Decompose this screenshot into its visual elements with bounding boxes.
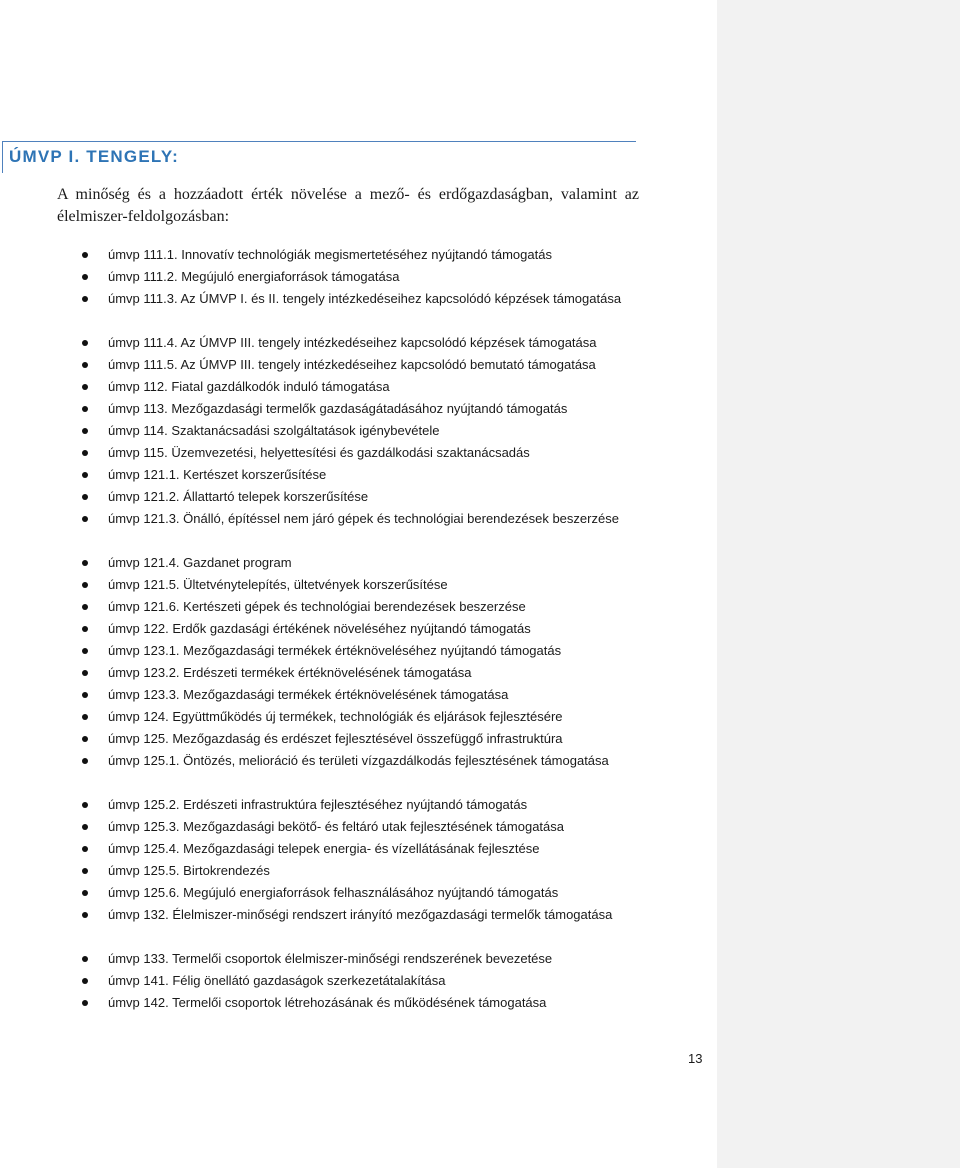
measure-label: úmvp 133. Termelői csoportok élelmiszer-minőségi rendszerének bevezetése — [108, 951, 553, 966]
measure-label: úmvp 141. Félig önellátó gazdaságok szerkezetátalakítása — [108, 973, 446, 988]
measure-label: úmvp 121.1. Kertészet korszerűsítése — [108, 467, 327, 482]
bullet-icon — [82, 296, 88, 302]
measure-label: úmvp 122. Erdők gazdasági értékének növeléséhez nyújtandó támogatás — [108, 621, 531, 636]
bullet-icon — [82, 274, 88, 280]
measure-label: úmvp 125.4. Mezőgazdasági telepek energia- és vízellátásának fejlesztése — [108, 841, 540, 856]
bullet-icon — [82, 978, 88, 984]
bullet-icon — [82, 846, 88, 852]
measure-label: úmvp 124. Együttműködés új termékek, technológiák és eljárások fejlesztésére — [108, 709, 563, 724]
bullet-icon — [82, 582, 88, 588]
measure-label: úmvp 125.1. Öntözés, melioráció és területi vízgazdálkodás fejlesztésének támogatása — [108, 753, 609, 768]
bullet-icon — [82, 494, 88, 500]
bullet-icon — [82, 714, 88, 720]
bullet-icon — [82, 428, 88, 434]
bullet-icon — [82, 670, 88, 676]
measure-label: úmvp 125.2. Erdészeti infrastruktúra fejlesztéséhez nyújtandó támogatás — [108, 797, 528, 812]
bullet-icon — [82, 802, 88, 808]
measure-label: úmvp 111.2. Megújuló energiaforrások támogatása — [108, 269, 400, 284]
bullet-icon — [82, 362, 88, 368]
measure-label: úmvp 125.6. Megújuló energiaforrások felhasználásához nyújtandó támogatás — [108, 885, 559, 900]
section-heading: ÚMVP I. TENGELY: — [9, 147, 180, 166]
bullet-icon — [82, 472, 88, 478]
bullet-icon — [82, 736, 88, 742]
bullet-icon — [82, 692, 88, 698]
measure-label: úmvp 123.1. Mezőgazdasági termékek értéknöveléséhez nyújtandó támogatás — [108, 643, 562, 658]
measure-label: úmvp 111.5. Az ÚMVP III. tengely intézkedéseihez kapcsolódó bemutató támogatása — [108, 357, 596, 372]
measure-label: úmvp 121.6. Kertészeti gépek és technológiai berendezések beszerzése — [108, 599, 526, 614]
measure-label: úmvp 111.1. Innovatív technológiák megismertetéséhez nyújtandó támogatás — [108, 247, 552, 262]
measure-label: úmvp 111.4. Az ÚMVP III. tengely intézkedéseihez kapcsolódó képzések támogatása — [108, 335, 597, 350]
measure-label: úmvp 112. Fiatal gazdálkodók induló támogatása — [108, 379, 390, 394]
bullet-icon — [82, 450, 88, 456]
measure-label: úmvp 125. Mezőgazdaság és erdészet fejlesztésével összefüggő infrastruktúra — [108, 731, 563, 746]
bullet-icon — [82, 890, 88, 896]
measure-label: úmvp 121.5. Ültetvénytelepítés, ültetvények korszerűsítése — [108, 577, 448, 592]
measure-label: úmvp 113. Mezőgazdasági termelők gazdaságátadásához nyújtandó támogatás — [108, 401, 568, 416]
bullet-icon — [82, 406, 88, 412]
bullet-icon — [82, 384, 88, 390]
bullet-icon — [82, 560, 88, 566]
measure-label: úmvp 132. Élelmiszer-minőségi rendszert irányító mezőgazdasági termelők támogatása — [108, 907, 613, 922]
measure-label: úmvp 121.4. Gazdanet program — [108, 555, 292, 570]
bullet-icon — [82, 252, 88, 258]
bullet-icon — [82, 626, 88, 632]
bullet-icon — [82, 604, 88, 610]
bullet-icon — [82, 1000, 88, 1006]
bullet-icon — [82, 912, 88, 918]
measure-label: úmvp 121.3. Önálló, építéssel nem járó gépek és technológiai berendezések beszerzése — [108, 511, 619, 526]
page-number: 13 — [688, 1051, 703, 1066]
measure-label: úmvp 114. Szaktanácsadási szolgáltatások igénybevétele — [108, 423, 440, 438]
bullet-icon — [82, 868, 88, 874]
measure-label: úmvp 123.2. Erdészeti termékek értéknövelésének támogatása — [108, 665, 472, 680]
comment-margin-pane — [717, 0, 960, 1168]
bullet-icon — [82, 758, 88, 764]
bullet-icon — [82, 516, 88, 522]
measure-label: úmvp 115. Üzemvezetési, helyettesítési és gazdálkodási szaktanácsadás — [108, 445, 530, 460]
bullet-icon — [82, 824, 88, 830]
measure-label: úmvp 125.3. Mezőgazdasági bekötő- és feltáró utak fejlesztésének támogatása — [108, 819, 564, 834]
bullet-icon — [82, 340, 88, 346]
measure-label: úmvp 123.3. Mezőgazdasági termékek értéknövelésének támogatása — [108, 687, 509, 702]
measure-label: úmvp 111.3. Az ÚMVP I. és II. tengely intézkedéseihez kapcsolódó képzések támogatása — [108, 291, 622, 306]
bullet-icon — [82, 648, 88, 654]
measure-label: úmvp 121.2. Állattartó telepek korszerűsítése — [108, 489, 369, 504]
measure-label: úmvp 125.5. Birtokrendezés — [108, 863, 270, 878]
measure-label: úmvp 142. Termelői csoportok létrehozásának és működésének támogatása — [108, 995, 547, 1010]
bullet-icon — [82, 956, 88, 962]
intro-paragraph: A minőség és a hozzáadott érték növelése a mező- és erdőgazdaságban, valamint az élelmiszer-feldolgozásban: — [57, 186, 639, 225]
